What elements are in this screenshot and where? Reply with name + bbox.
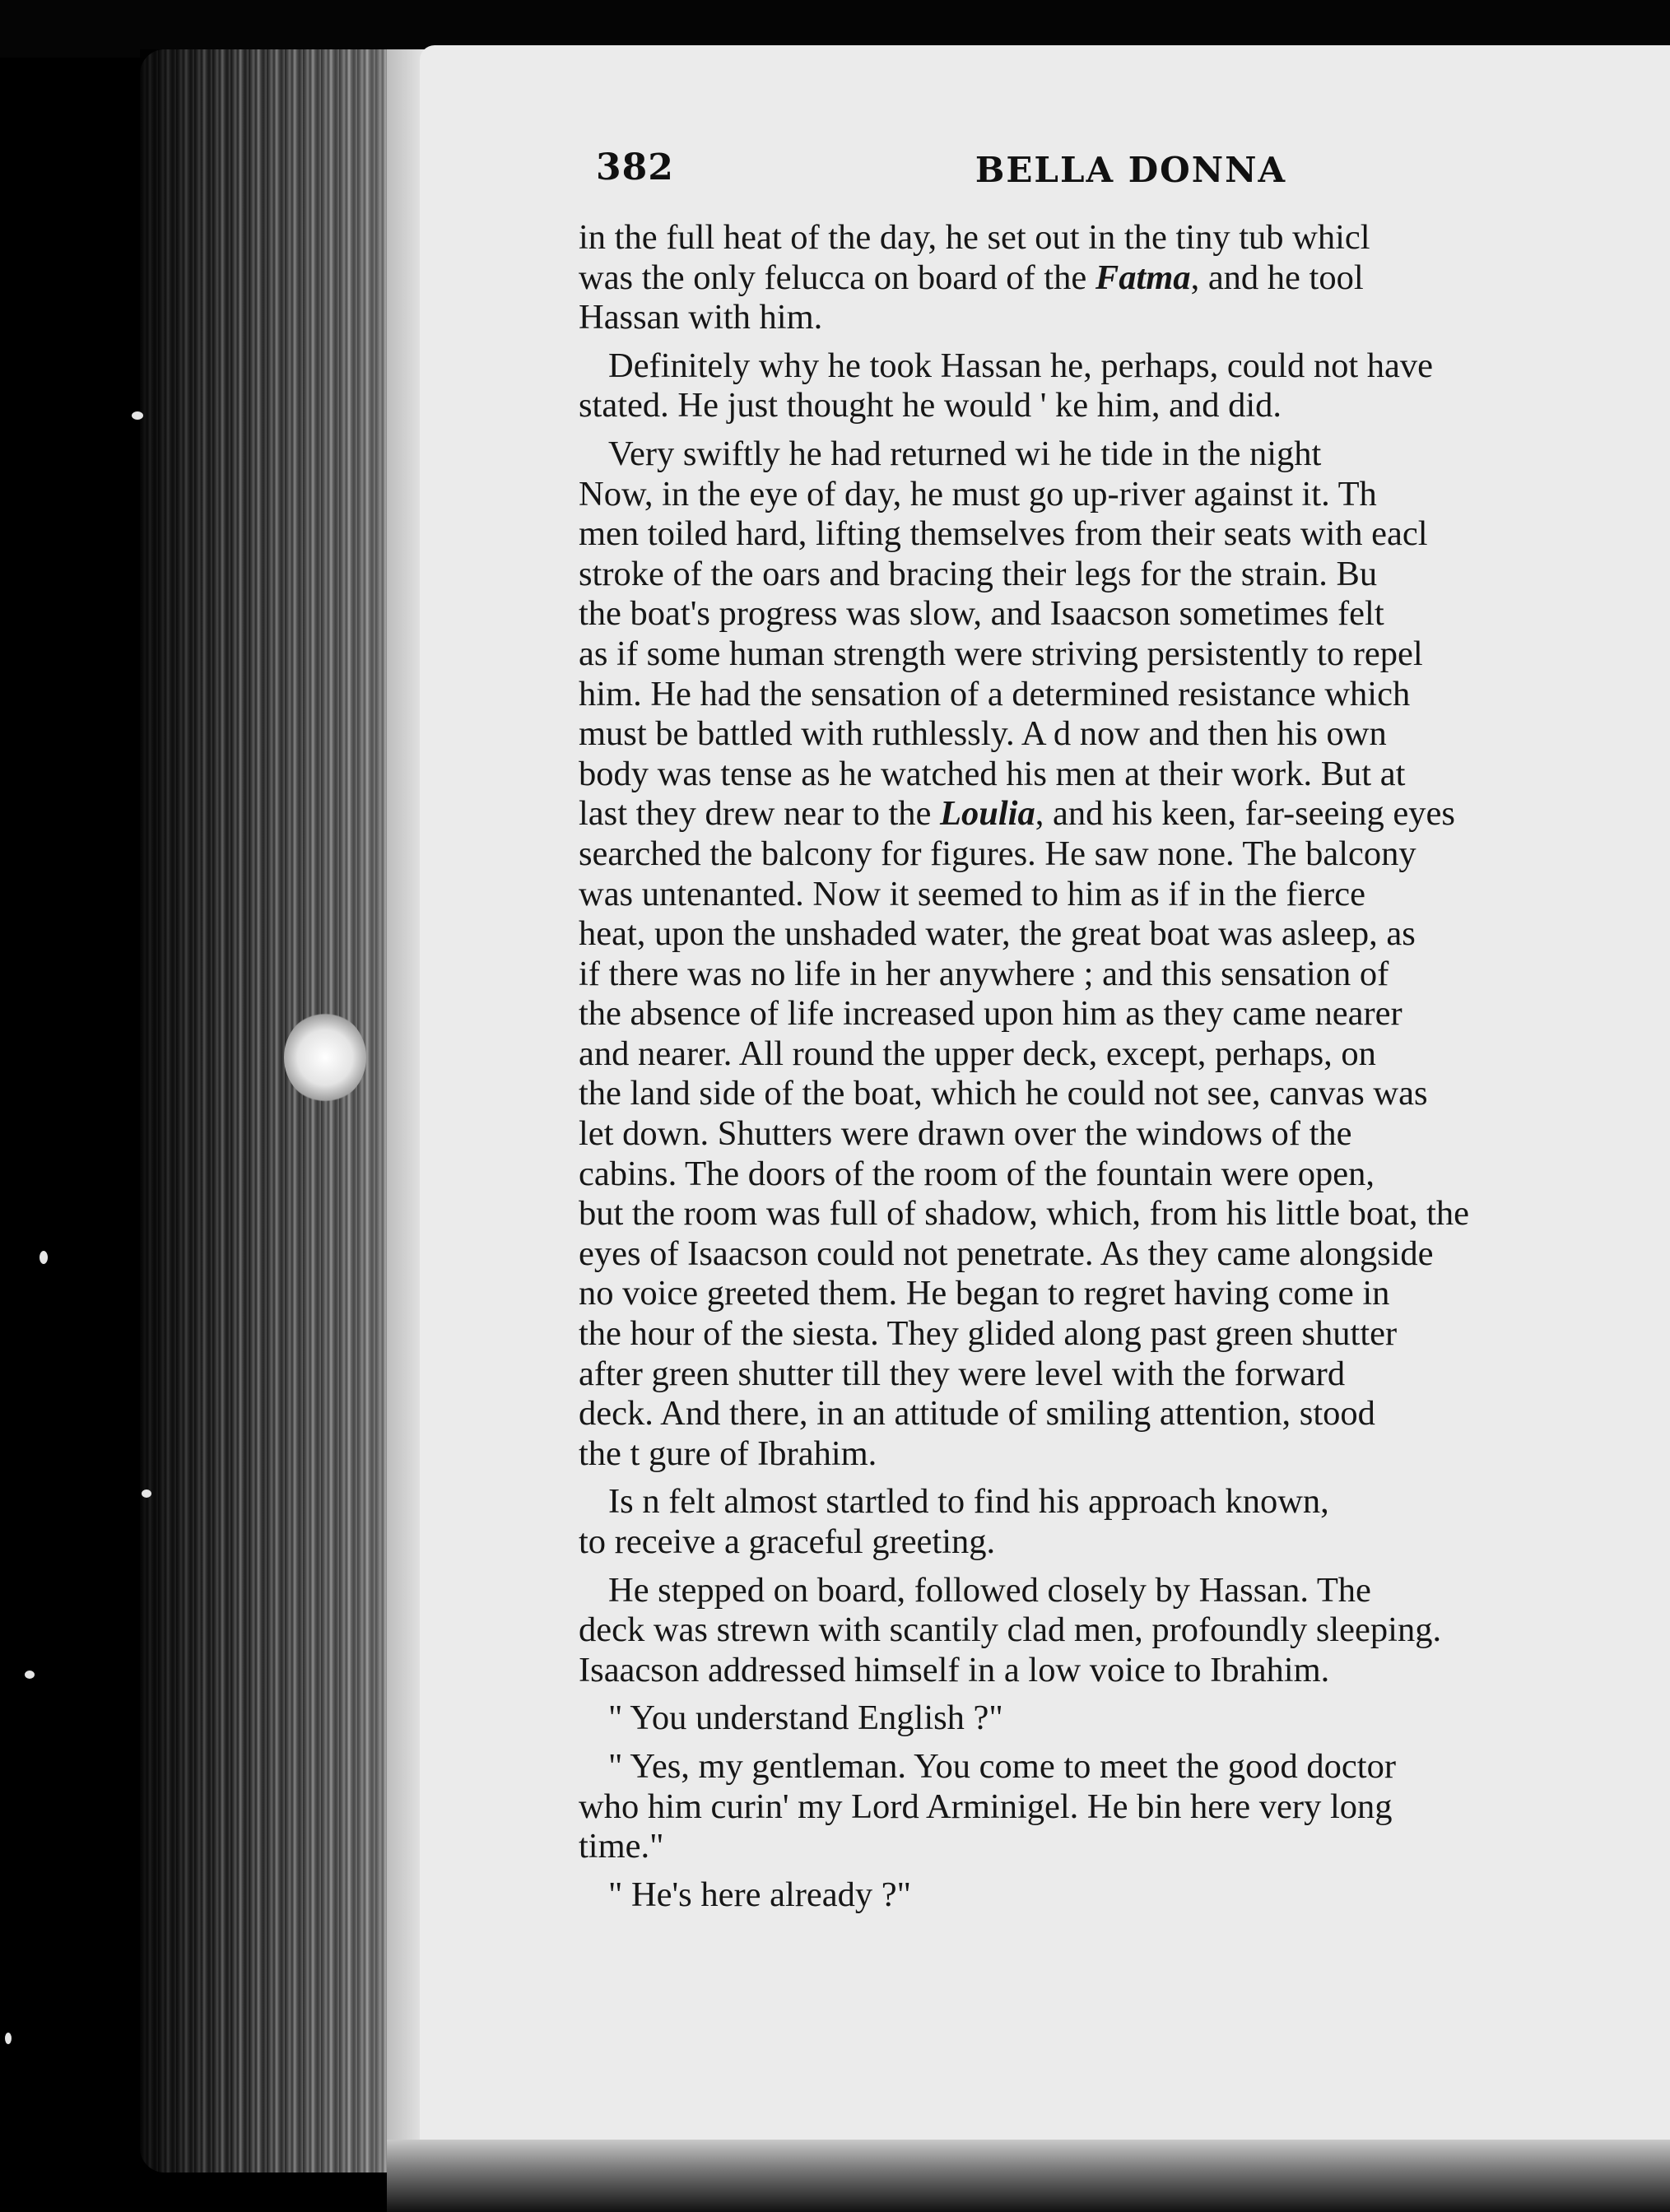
text-line: Is n felt almost startled to find his approach known,	[608, 1482, 1329, 1522]
text-line: the t gure of Ibrahim.	[579, 1434, 877, 1473]
book-fore-edge	[140, 49, 420, 2172]
text-line: heat, upon the unshaded water, the great boat was asleep, as	[579, 914, 1416, 954]
body-text	[579, 218, 1670, 1915]
text-line: deck was strewn with scantily clad men, profoundly sleeping.	[579, 1610, 1442, 1650]
text-line: let down. Shutters were drawn over the windows of the	[579, 1114, 1352, 1154]
text-line: time."	[579, 1827, 664, 1866]
text-line	[579, 794, 1670, 834]
text-line: to receive a graceful greeting.	[579, 1522, 996, 1561]
text-line: the land side of the boat, which he could not see, canvas was	[579, 1074, 1428, 1113]
text-line: him. He had the sensation of a determined resistance which	[579, 674, 1411, 713]
text-line: " He's here already ?"	[608, 1875, 911, 1914]
dust-speck	[142, 1489, 151, 1498]
text-line: if there was no life in her anywhere ; and this sensation of	[579, 954, 1389, 993]
italic-boat-name: Fatma	[1095, 258, 1191, 297]
text-line: body was tense as he watched his men at their work. But at	[579, 754, 1406, 793]
text-line: deck. And there, in an attitude of smiling attention, stood	[579, 1394, 1375, 1434]
text-line: stated. He just thought he would ' ke him, and did.	[579, 386, 1282, 425]
text-line: stroke of the oars and bracing their legs for the strain. Bu	[579, 554, 1378, 593]
page-number: 382	[596, 146, 674, 188]
running-title: BELLA DONNA	[975, 150, 1287, 190]
line-text: was the only felucca on board of the	[579, 258, 1096, 297]
page-bottom-shadow	[387, 2140, 1670, 2212]
text-line: Definitely why he took Hassan he, perhaps, could not have	[608, 346, 1434, 385]
paper-hole	[284, 1012, 366, 1103]
text-line: Now, in the eye of day, he must go up-river against it. Th	[579, 474, 1377, 514]
running-header	[596, 146, 1670, 204]
dust-speck	[25, 1671, 35, 1679]
text-line: after green shutter till they were level with the forward	[579, 1354, 1346, 1393]
text-line: as if some human strength were striving persistently to repel	[579, 634, 1423, 673]
text-line: was untenanted. Now it seemed to him as if in the fierce	[579, 874, 1365, 913]
italic-boat-name: Loulia	[940, 794, 1035, 834]
text-line	[579, 258, 1670, 299]
text-line: " Yes, my gentleman. You come to meet the good doctor	[608, 1746, 1396, 1786]
text-line: Very swiftly he had returned wi he tide in the night	[608, 434, 1322, 473]
text-line: but the room was full of shadow, which, from his little boat, the	[579, 1194, 1469, 1234]
dust-speck	[132, 411, 143, 420]
dust-speck	[40, 1251, 48, 1264]
text-line: " You understand English ?"	[608, 1698, 1003, 1738]
line-text: , and he tool	[1190, 258, 1364, 297]
text-line: Isaacson addressed himself in a low voice to Ibrahim.	[579, 1650, 1330, 1689]
line-text: last they drew near to the	[579, 794, 941, 834]
text-line: eyes of Isaacson could not penetrate. As they came alongside	[579, 1234, 1434, 1273]
text-line: and nearer. All round the upper deck, except, perhaps, on	[579, 1034, 1376, 1073]
text-line: no voice greeted them. He began to regret having come in	[579, 1274, 1390, 1313]
text-line: men toiled hard, lifting themselves from their seats with eacl	[579, 514, 1428, 554]
line-text: , and his keen, far-seeing eyes	[1035, 794, 1455, 834]
text-line: must be battled with ruthlessly. A d now and then his own	[579, 714, 1387, 754]
text-line: He stepped on board, followed closely by Hassan. The	[608, 1570, 1371, 1610]
text-line: who him curin' my Lord Arminigel. He bin here very long	[579, 1787, 1393, 1826]
text-line: Hassan with him.	[579, 298, 823, 337]
dust-speck	[5, 2033, 12, 2044]
text-line: in the full heat of the day, he set out in the tiny tub whicl	[579, 218, 1370, 257]
text-line: cabins. The doors of the room of the fountain were open,	[579, 1154, 1375, 1193]
text-line: the absence of life increased upon him as they came nearer	[579, 994, 1403, 1034]
text-line: the hour of the siesta. They glided along past green shutter	[579, 1314, 1398, 1354]
text-line: the boat's progress was slow, and Isaacson sometimes felt	[579, 594, 1384, 634]
text-line: searched the balcony for figures. He saw none. The balcony	[579, 834, 1416, 873]
